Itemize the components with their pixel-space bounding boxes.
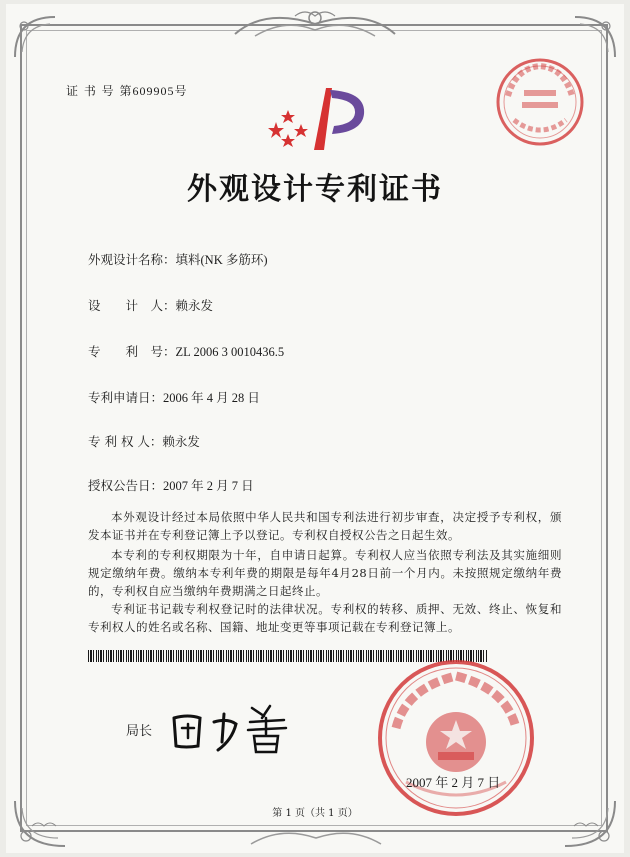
field-value: ZL 2006 3 0010436.5 <box>175 345 285 359</box>
field-value: 赖永发 <box>175 299 214 313</box>
field-label: 专利申请日： <box>88 390 164 405</box>
field-value: 填料(NK 多筋环) <box>175 253 268 267</box>
field-label: 授权公告日： <box>88 478 164 493</box>
ornament-bottom-icon <box>246 824 386 850</box>
field-application-date <box>88 388 260 406</box>
field-value: 2006 年 4 月 28 日 <box>163 391 260 405</box>
field-label: 设 计 人： <box>88 298 176 313</box>
agency-seal-icon <box>494 56 586 148</box>
field-value: 2007 年 2 月 7 日 <box>163 479 254 493</box>
field-patentee <box>88 432 200 450</box>
paragraph-grant-statement: 本外观设计经过本局依照中华人民共和国专利法进行初步审查，决定授予专利权，颁发本证书并在专利登记簿上予以登记。专利权自授权公告之日起生效。 <box>88 510 562 542</box>
certificate-number-label: 证 书 号 <box>66 84 115 98</box>
field-grant-date <box>88 476 254 494</box>
field-patent-number <box>88 342 284 360</box>
sign-date: 2007 年 2 月 7 日 <box>406 775 501 790</box>
certificate-number <box>66 82 187 99</box>
certificate-page <box>6 4 624 853</box>
field-value: 赖永发 <box>162 435 200 449</box>
ornament-corner-tl-icon <box>10 12 60 62</box>
director-signature-icon <box>166 696 306 756</box>
paragraph-legal-status: 专利证书记载专利权登记时的法律状况。专利权的转移、质押、无效、终止、恢复和专利权人的姓名或名称、国籍、地址变更等事项记载在专利登记簿上。 <box>88 602 562 634</box>
director-label: 局长 <box>126 724 153 739</box>
certificate-number-value: 第609905号 <box>119 84 188 98</box>
paragraph-term-statement: 本专利的专利权期限为十年，自申请日起算。专利权人应当依照专利法及其实施细则规定缴纳年费。缴纳本专利年费的期限是每年4月28日前一个月内。未按照规定缴纳年费的，专利权自应当缴纳年费期满之日起终止。 <box>88 548 562 598</box>
ornament-corner-tr-icon <box>570 12 620 62</box>
patent-office-logo-icon <box>268 84 378 154</box>
field-label: 专 利 权 人： <box>88 434 163 449</box>
field-designer <box>88 296 213 314</box>
office-seal-icon <box>376 658 536 818</box>
field-label: 外观设计名称： <box>88 252 176 267</box>
certificate-title: 外观设计专利证书 <box>187 172 443 207</box>
ornament-top-icon <box>225 6 405 42</box>
field-label: 专 利 号： <box>88 344 176 359</box>
field-design-name <box>88 250 268 268</box>
page-number: 第 1 页（共 1 页） <box>272 808 358 819</box>
